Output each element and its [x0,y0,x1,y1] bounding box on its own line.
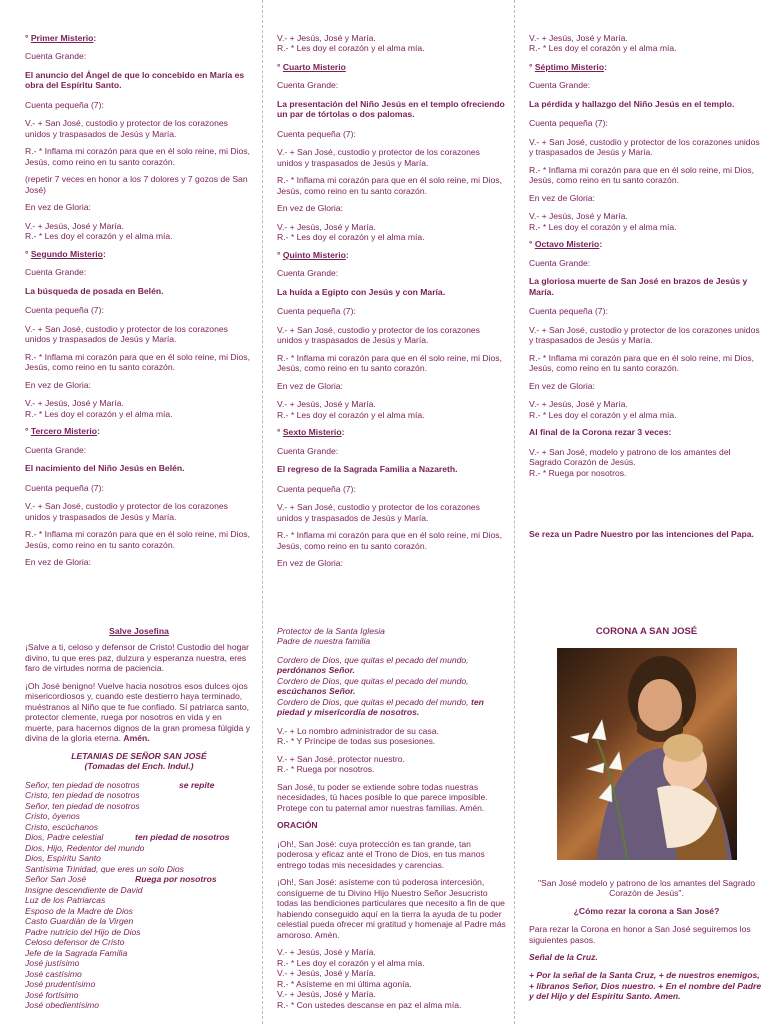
mystery-heading: ° Octavo Misterio: [529,239,603,250]
litany-invocation: José fortísimo [25,989,79,1000]
cordero-line: Cordero de Dios, que quitas el pecado del mundo, [277,654,469,665]
cuenta-grande-label: Cuenta Grande: [277,268,339,279]
cordero-line: Cordero de Dios, que quitas el pecado del mundo, [277,675,469,686]
prayer-paragraph: San José, tu poder se extiende sobre todas nuestras necesidades, tú haces posible lo que parece imposible. Protege con tu paternal amor nuestras familias. Amén. [277,781,488,813]
versicle-block: V.- + San José, custodio y protector de los corazones unidos y traspasados de Jesús y María. [529,324,760,346]
gloria-label: En vez de Gloria: [277,380,343,391]
mystery-heading: ° Quinto Misterio: [277,249,349,260]
versicle-block: V.- + San José, custodio y protector de los corazones unidos y traspasados de Jesús y María. [25,118,228,139]
litany-invocation: Cristo, ten piedad de nosotros [25,790,140,801]
prayer-paragraph: ¡Oh!, San José: asísteme con tú poderosa intercesión, consígueme de tu Divino Hijo Nuestro Señor Jesucristo todas las bendiciones particulares que necesito a fin de que habiendo conseguido aquí en la tierra la ayuda de tu poder celestial pueda ofrecer mi gratitud y homenaje al Padre más amoroso. Amén. [277,877,506,940]
gloria-block: V.- + Jesús, José y María. R.- * Les doy el corazón y el alma mía. [277,33,425,54]
cuenta-grande-label: Cuenta Grande: [25,51,87,62]
response-block: R.- * Inflama mi corazón para que en él solo reine, mi Dios, Jesús, como reino en tu santo corazón. [277,352,502,374]
litany-row [25,780,253,790]
cuenta-pequena-label: Cuenta pequeña (7): [277,128,356,139]
litany-row [25,843,253,853]
litany-invocation: Casto Guardián de la Virgen [25,916,134,927]
versicle-block: V.- + San José, custodio y protector de los corazones unidos y traspasados de Jesús y María. [277,324,480,346]
litany-row [25,937,253,947]
response-block: R.- * Inflama mi corazón para que en él solo reine, mi Dios, Jesús, como reino en tu santo corazón. [529,352,754,374]
versicle-block: V.- + San José, protector nuestro. R.- * Ruega por nosotros. [277,753,405,775]
litany-row [25,979,253,989]
litany-row [25,969,253,979]
senal-heading: Señal de la Cruz. [529,952,598,962]
litany-invocation: Señor San José [25,874,87,885]
mysteries-column-2 [277,33,507,568]
mystery-heading: ° Tercero Misterio: [25,426,100,437]
cuenta-grande-label: Cuenta Grande: [529,80,591,91]
litany-row [25,958,253,968]
column-divider [514,0,515,1024]
litany-row [25,1000,253,1010]
litany-invocation: Señor, ten piedad de nosotros [25,800,140,811]
litany-invocation: José prudentísimo [25,979,96,990]
litany-row [25,864,253,874]
image-caption: "San José modelo y patrono de los amantes del Sagrado Corazón de Jesús". [537,877,756,899]
litany-response: Ruega por nosotros [135,874,217,885]
cuenta-grande-label: Cuenta Grande: [277,445,339,456]
mysteries-column-3 [529,33,764,558]
versicle-block: V.- + San José, custodio y protector de los corazones unidos y traspasados de Jesús y María. [529,136,760,158]
litany-row [25,906,253,916]
cuenta-pequena-label: Cuenta pequeña (7): [529,306,608,317]
litany-row [25,885,253,895]
gloria-label: En vez de Gloria: [529,192,595,203]
cuenta-pequena-label: Cuenta pequeña (7): [529,118,608,129]
gloria-label: En vez de Gloria: [25,379,91,390]
cuenta-grande-label: Cuenta Grande: [25,267,87,278]
litany-response: se repite [179,779,215,790]
mystery-text: El nacimiento del Niño Jesús en Belén. [25,463,185,474]
versicle-block: V.- + San José, custodio y protector de los corazones unidos y traspasados de Jesús y María. [25,501,228,522]
response-block: R.- * Inflama mi corazón para que en él solo reine, mi Dios, Jesús, como reino en tu santo corazón. [25,529,250,550]
versicle-block: V.- + San José, custodio y protector de los corazones unidos y traspasados de Jesús y María. [277,502,480,523]
mystery-text: El anuncio del Ángel de que lo concebido en María es obra del Espíritu Santo. [25,69,245,91]
litany-row [25,916,253,926]
cuenta-pequena-label: Cuenta pequeña (7): [25,482,104,493]
cuenta-pequena-label: Cuenta pequeña (7): [25,305,104,316]
versicle-block: V.- + San José, custodio y protector de los corazones unidos y traspasados de Jesús y María. [277,147,480,168]
mystery-text: La presentación del Niño Jesús en el templo ofreciendo un par de tórtolas o dos palomas. [277,98,505,120]
prayer-paragraph: ¡Oh!, San José: cuya protección es tan grande, tan poderosa y eficaz ante el Trono de Dios, en tus manos entrego todas mis necesidades y carencias. [277,838,485,870]
versicle-block: V.- + San José, custodio y protector de los corazones unidos y traspasados de Jesús y María. [25,323,228,345]
cordero-response: perdónanos Señor. [277,665,355,676]
mystery-text: La huída a Egipto con Jesús y con María. [277,286,446,297]
litany-row [25,790,253,800]
cuenta-grande-label: Cuenta Grande: [277,80,339,91]
column-divider [262,0,263,1024]
how-to-heading: ¿Cómo rezar la corona a San José? [573,905,720,916]
prayers-column [277,626,507,1024]
litany-invocation: Insigne descendiente de David [25,884,143,895]
mystery-heading: ° Segundo Misterio: [25,248,106,259]
litany-invocation: Jefe de la Sagrada Familia [25,947,128,958]
cuenta-pequena-label: Cuenta pequeña (7): [25,99,104,110]
gloria-block: V.- + Jesús, José y María. R.- * Les doy el corazón y el alma mía. [277,399,425,420]
gloria-block: V.- + Jesús, José y María. R.- * Les doy el corazón y el alma mía. [25,398,173,419]
versicle-block: V.- + Lo nombro administrador de su casa. R.- * Y Príncipe de todas sus posesiones. [277,725,439,747]
litany-row [25,990,253,1000]
mystery-heading: ° Sexto Misterio: [277,427,345,438]
litany-row [25,948,253,958]
litany-invocation: Cristo, escúchanos [25,821,99,832]
mystery-heading: ° Primer Misterio: [25,33,97,43]
mystery-heading: ° Séptimo Misterio: [529,61,607,72]
mystery-text: La pérdida y hallazgo del Niño Jesús en el templo. [529,98,735,109]
cover-column [529,626,764,1024]
mysteries-column-1 [25,33,253,567]
cuenta-grande-label: Cuenta Grande: [25,444,87,455]
repeat-note: (repetir 7 veces en honor a los 7 dolores y 7 gozos de San José) [25,174,248,195]
senal-text: + Por la señal de la Santa Cruz, + de nuestros enemigos, + líbranos Señor, Dios nuestro. + En el nombre del Padre y del Hijo y del Espíritu Santo. Amen. [529,970,762,1002]
gloria-block: V.- + Jesús, José y María. R.- * Les doy el corazón y el alma mía. [277,221,425,243]
litany-invocation: Cristo, óyenos [25,811,80,822]
oracion-heading: ORACIÓN [277,820,318,831]
litany-list [25,780,253,1011]
gloria-label: En vez de Gloria: [529,380,595,391]
saint-joseph-image [557,648,737,860]
cordero-line: Cordero de Dios, que quitas el pecado del mundo, ten piedad y misericordia de nosotros. [277,696,484,718]
litany-title: LETANIAS DE SEÑOR SAN JOSÉ [71,750,207,761]
closing-note: Se reza un Padre Nuestro por las intenciones del Papa. [529,529,754,540]
salve-title: Salve Josefina [109,626,169,636]
gloria-label: En vez de Gloria: [277,203,343,214]
litany-invocation: Esposo de la Madre de Dios [25,905,133,916]
litany-response: ten piedad de nosotros [135,832,230,843]
gloria-label: En vez de Gloria: [25,202,91,213]
litany-invocation: José justísimo [25,958,80,969]
response-block: R.- * Inflama mi corazón para que en él solo reine, mi Dios, Jesús, como reino en tu santo corazón. [277,175,502,196]
litany-subtitle: (Tomadas del Ench. Indul.) [84,761,194,772]
litany-invocation: Santísima Trinidad, que eres un solo Dios [25,863,184,874]
litany-row [25,874,253,884]
litany-row [25,822,253,832]
mystery-text: La búsqueda de posada en Belén. [25,285,164,296]
salve-litany-column [25,626,253,1024]
final-prayer: V.- + San José, modelo y patrono de los amantes del Sagrado Corazón de Jesús. R.- * Ruega por nosotros. [529,446,731,478]
cuenta-pequena-label: Cuenta pequeña (7): [277,306,356,317]
response-block: R.- * Inflama mi corazón para que en él solo reine, mi Dios, Jesús, como reino en tu santo corazón. [25,351,250,373]
gloria-block: V.- + Jesús, José y María. R.- * Les doy el corazón y el alma mía. [529,33,677,54]
mystery-text: La gloriosa muerte de San José en brazos de Jesús y María. [529,276,748,297]
cordero-response: escúchanos Señor. [277,686,356,697]
gloria-label: En vez de Gloria: [277,557,343,568]
mystery-text: El regreso de la Sagrada Familia a Nazareth. [277,464,458,475]
gloria-block: V.- + Jesús, José y María. R.- * Les doy el corazón y el alma mía. [25,220,173,242]
litany-line: Padre de nuestra familia [277,636,371,647]
response-block: R.- * Inflama mi corazón para que en él solo reine, mi Dios, Jesús, como reino en tu santo corazón. [529,164,754,186]
litany-invocation: Dios, Padre celestial [25,832,104,843]
intro-paragraph: Para rezar la Corona en honor a San José seguiremos los siguientes pasos. [529,924,751,945]
final-versicles: V.- + Jesús, José y María. R.- * Les doy el corazón y el alma mía. V.- + Jesús, José y María. R.- * Asísteme en mi última agonía. V.- + Jesús, José y María. R.- * Con ustedes descanse en paz el alma mía. [277,947,462,1010]
cuenta-pequena-label: Cuenta pequeña (7): [277,483,356,494]
litany-line: Protector de la Santa Iglesia [277,626,385,636]
response-block: R.- * Inflama mi corazón para que en él solo reine, mi Dios, Jesús, como reino en tu santo corazón. [277,530,502,551]
litany-invocation: José obedientísimo [25,999,100,1010]
salve-paragraph: ¡Salve a ti, celoso y defensor de Cristo! Custodio del hogar divino, tu que eres paz, dulzura y esperanza nuestra, eres faro de virtudes norma de paciencia. [25,642,250,674]
final-instruction: Al final de la Corona rezar 3 veces: [529,427,672,438]
cuenta-grande-label: Cuenta Grande: [529,257,591,268]
litany-invocation: José castísimo [25,968,82,979]
saint-joseph-illustration [557,648,737,860]
response-block: R.- * Inflama mi corazón para que en él solo reine, mi Dios, Jesús, como reino en tu santo corazón. [25,146,250,167]
salve-paragraph: ¡Oh José benigno! Vuelve hacia nosotros esos dulces ojos misericordiosos y, cuando este destierro haya terminado, muéstranos al Niño que te fue confiado. Sí patriarca santo, protector clemente, ruega por nosotros en vida y en muerte, para hacernos dignos de la gran promesa fúlgida y divina de la gloria eterna. Amén. [25,680,251,744]
gloria-block: V.- + Jesús, José y María. R.- * Les doy el corazón y el alma mía. [529,211,677,232]
litany-invocation: Padre nutricio del Hijo de Dios [25,926,141,937]
litany-invocation: Dios, Espíritu Santo [25,853,101,864]
litany-invocation: Dios, Hijo, Redentor del mundo [25,842,145,853]
litany-invocation: Señor, ten piedad de nosotros [25,779,140,790]
litany-row [25,853,253,863]
gloria-label: En vez de Gloria: [25,556,91,567]
litany-invocation: Celoso defensor de Cristo [25,937,125,948]
gloria-block: V.- + Jesús, José y María. R.- * Les doy el corazón y el alma mía. [529,399,677,420]
cover-title: CORONA A SAN JOSÉ [595,626,698,637]
litany-row [25,895,253,905]
mystery-heading: ° Cuarto Misterio [277,61,346,72]
litany-invocation: Luz de los Patriarcas [25,895,106,906]
litany-row [25,801,253,811]
litany-row [25,832,253,842]
litany-row [25,927,253,937]
litany-row [25,811,253,821]
